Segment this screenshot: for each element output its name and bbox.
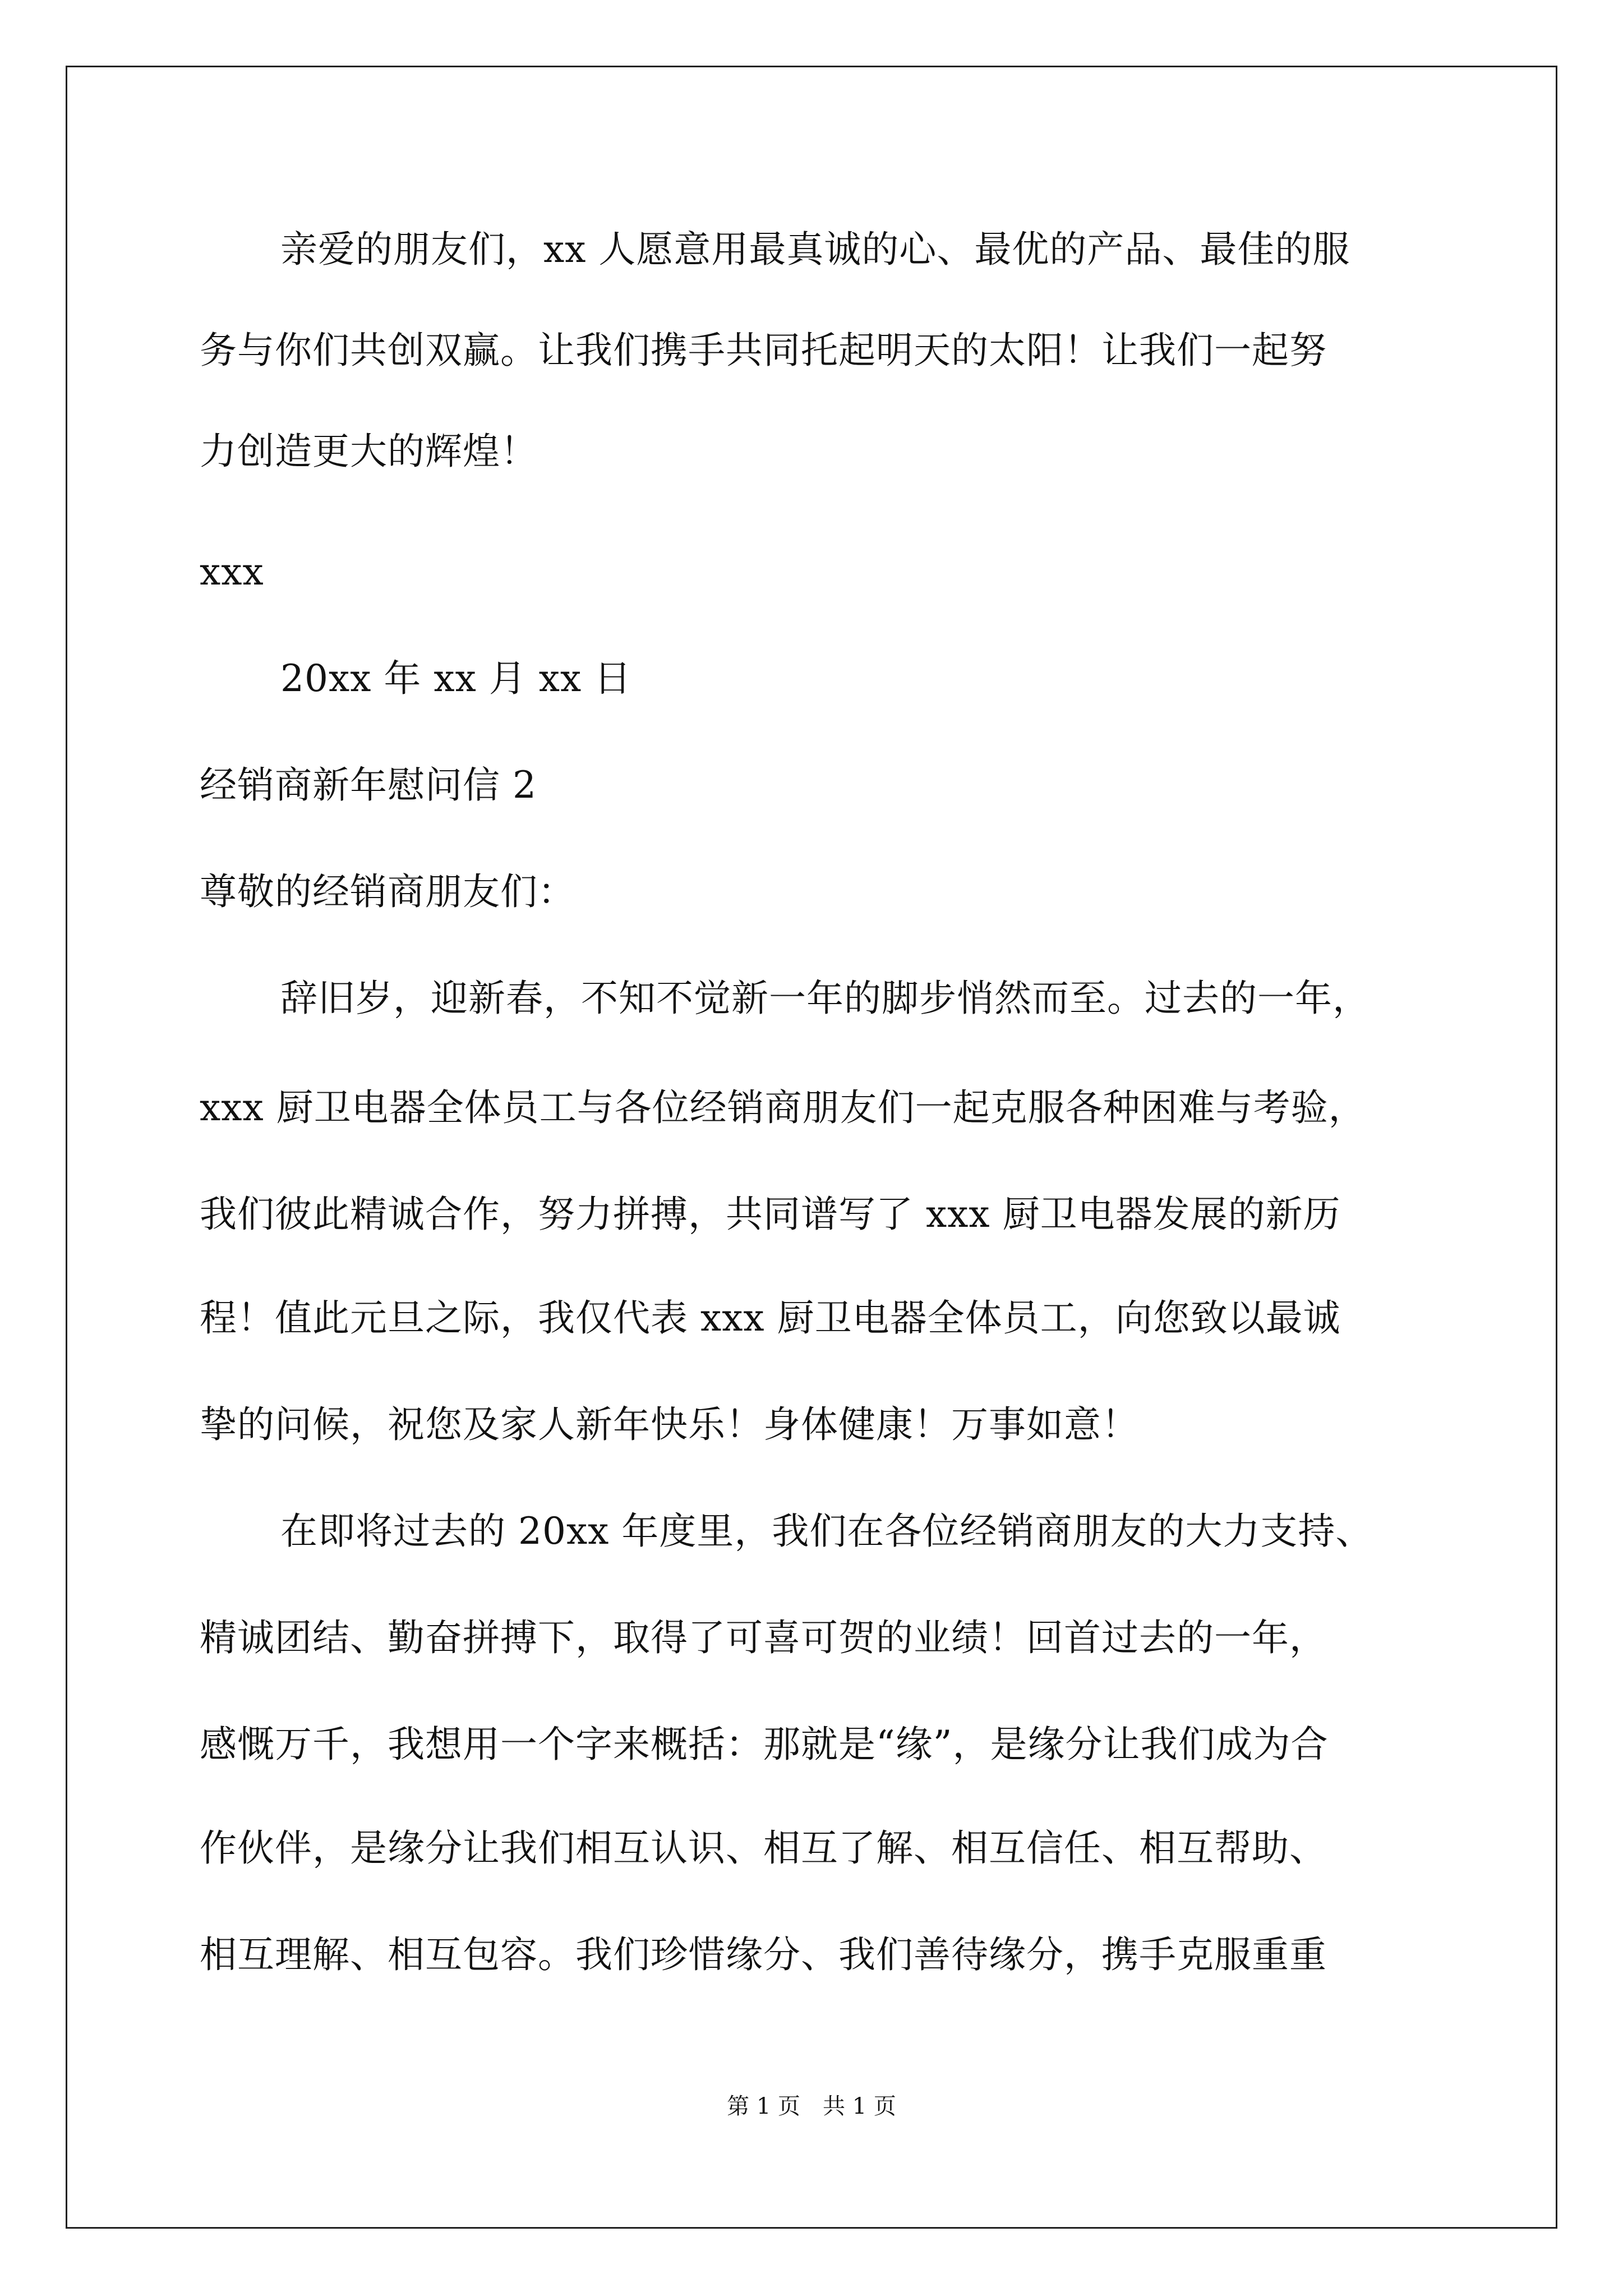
paragraph-line: 我们彼此精诚合作，努力拼搏，共同谱写了 xxx 厨卫电器发展的新历 [200, 1193, 1341, 1236]
paragraph-line: 辞旧岁，迎新春，不知不觉新一年的脚步悄然而至。过去的一年， [280, 977, 1370, 1020]
paragraph-line: 精诚团结、勤奋拼搏下，取得了可喜可贺的业绩！回首过去的一年， [200, 1616, 1327, 1659]
page-footer: 第 1 页 共 1 页 [727, 2093, 896, 2119]
paragraph-line: 感慨万千，我想用一个字来概括：那就是“缘”，是缘分让我们成为合 [200, 1723, 1329, 1766]
paragraph-line: 挚的问候，祝您及家人新年快乐！身体健康！万事如意！ [200, 1403, 1139, 1446]
paragraph-line: 亲爱的朋友们，xx 人愿意用最真诚的心、最优的产品、最佳的服 [280, 228, 1350, 271]
page-frame [66, 66, 1557, 2229]
paragraph-line: 力创造更大的辉煌！ [200, 430, 538, 473]
paragraph-line: 作伙伴，是缘分让我们相互认识、相互了解、相互信任、相互帮助、 [200, 1826, 1327, 1870]
paragraph-line: 务与你们共创双赢。让我们携手共同托起明天的太阳！让我们一起努 [200, 329, 1327, 372]
paragraph-line: 程！值此元旦之际，我仅代表 xxx 厨卫电器全体员工，向您致以最诚 [200, 1296, 1341, 1340]
salutation: 尊敬的经销商朋友们： [200, 870, 575, 913]
signature-name: xxx [200, 550, 264, 593]
paragraph-line: 相互理解、相互包容。我们珍惜缘分、我们善待缘分，携手克服重重 [200, 1933, 1327, 1976]
section-title: 经销商新年慰问信 2 [200, 763, 537, 807]
paragraph-line: 在即将过去的 20xx 年度里，我们在各位经销商朋友的大力支持、 [280, 1510, 1373, 1553]
paragraph-line: xxx 厨卫电器全体员工与各位经销商朋友们一起克服各种困难与考验， [200, 1086, 1366, 1129]
signature-date: 20xx 年 xx 月 xx 日 [280, 657, 632, 700]
